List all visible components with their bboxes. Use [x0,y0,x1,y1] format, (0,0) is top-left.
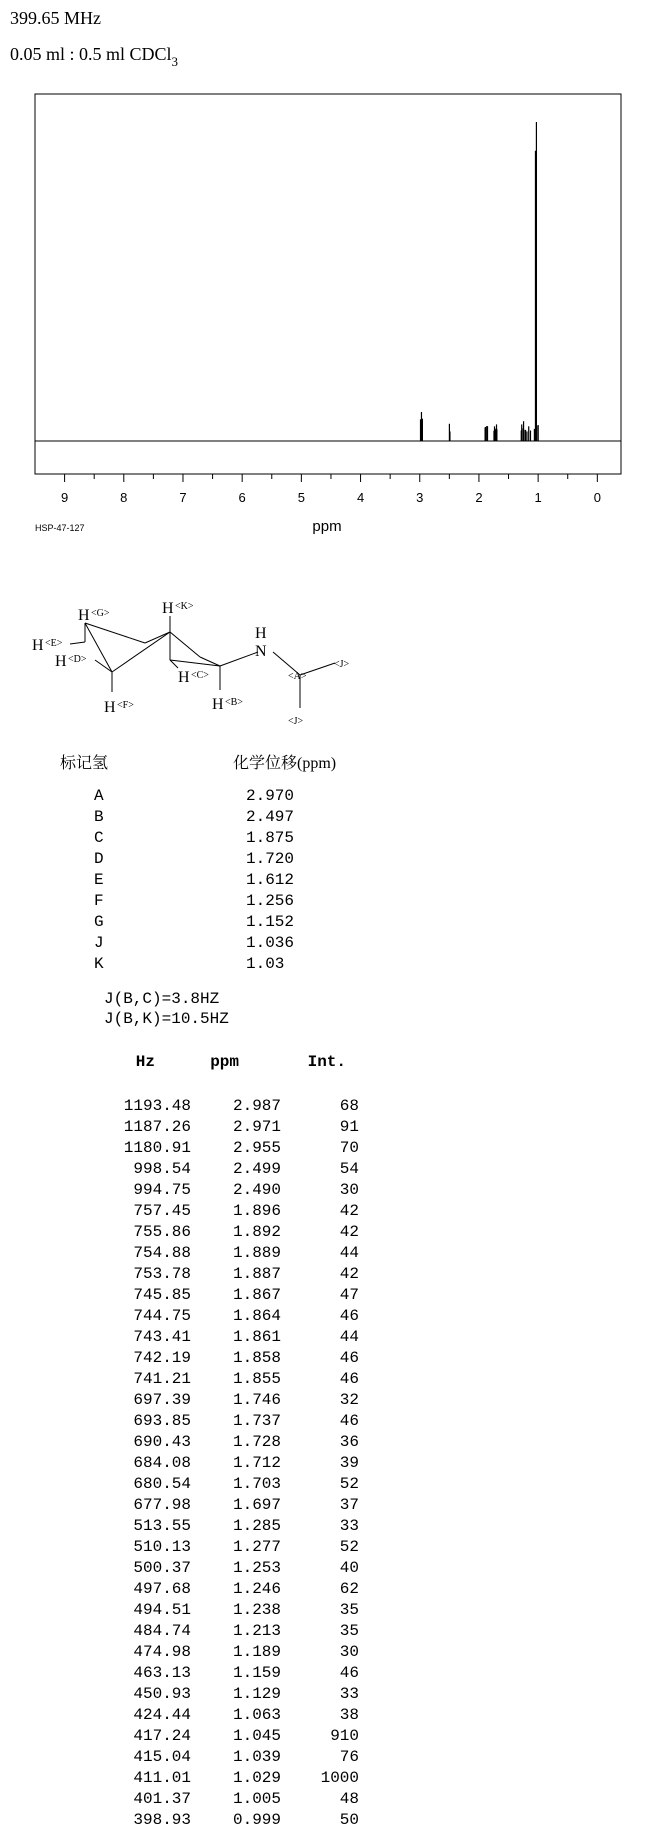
peak-hz: 690.43 [133,1433,191,1451]
peak-hz: 754.88 [133,1244,191,1262]
peak-hz: 513.55 [133,1517,191,1535]
x-tick-label: 9 [60,490,69,505]
peak-hz: 994.75 [133,1181,191,1199]
peak-row [105,1264,359,1285]
peak-hz: 741.21 [133,1370,191,1388]
peak-int: 33 [339,1685,359,1703]
assignment-label: G [94,913,104,931]
h-k: H [162,600,174,617]
peak-ppm: 2.955 [232,1139,281,1157]
peak-row [105,1117,359,1138]
plot-frame [35,94,621,474]
peak-ppm: 1.855 [232,1370,281,1388]
peak-int: 910 [330,1727,359,1745]
peak-int: 32 [339,1391,359,1409]
label-g: <G> [91,608,110,619]
h-c: H [178,669,190,686]
peak-int: 54 [339,1160,359,1178]
peak-row [105,1621,359,1642]
peak-hz: 743.41 [133,1328,191,1346]
peak-ppm: 1.728 [232,1433,281,1451]
peak-int: 38 [339,1706,359,1724]
h-e: H [32,637,44,654]
peak-ppm: 1.045 [232,1727,281,1745]
peak-row [105,1789,359,1810]
peak-row [105,1810,359,1831]
peak-row [105,1369,359,1390]
peak-hz: 474.98 [133,1643,191,1661]
peak-int: 42 [339,1265,359,1283]
peak-int: 62 [339,1580,359,1598]
peak-row [105,1243,359,1264]
peak-hz: 415.04 [133,1748,191,1766]
peak-hz: 494.51 [133,1601,191,1619]
assignment-row [94,828,294,849]
peak-int: 46 [339,1412,359,1430]
x-tick-label: 3 [416,490,424,505]
x-tick-label: 2 [475,490,483,505]
h-b: H [212,696,224,713]
assignment-row [94,912,294,933]
peak-row [105,1201,359,1222]
peak-ppm: 1.892 [232,1223,281,1241]
nmr-spectrum-chart [0,0,652,550]
assignment-label: D [94,850,104,868]
assignment-list [94,786,294,975]
peak-ppm: 2.987 [232,1097,281,1115]
peak-ppm: 1.005 [232,1790,281,1808]
peak-ppm: 0.999 [232,1811,281,1829]
coupling-1: J(B,C)=3.8HZ [104,990,220,1008]
header-ppm: ppm [210,1053,239,1071]
peak-ppm: 1.253 [232,1559,281,1577]
peak-int: 37 [339,1496,359,1514]
assignment-shift: 1.03 [246,955,285,973]
header-hz: Hz [135,1053,155,1071]
peak-hz: 680.54 [133,1475,191,1493]
peak-int: 30 [339,1181,359,1199]
peak-row [105,1768,359,1789]
peak-hz: 463.13 [133,1664,191,1682]
peak-ppm: 1.246 [232,1580,281,1598]
peak-ppm: 1.864 [232,1307,281,1325]
peak-row [105,1579,359,1600]
x-tick-label: 5 [297,490,305,505]
nitrogen: N [255,643,267,660]
assignment-row [94,849,294,870]
assignment-label: C [94,829,104,847]
assignment-shift: 1.720 [246,850,295,868]
x-axis-label: ppm [312,518,342,535]
peak-row [105,1747,359,1768]
peak-ppm: 1.867 [232,1286,281,1304]
peak-ppm: 1.238 [232,1601,281,1619]
peak-int: 52 [339,1538,359,1556]
label-j2: <J> [288,716,304,727]
peak-row [105,1285,359,1306]
peak-ppm: 1.189 [232,1643,281,1661]
peak-row [105,1642,359,1663]
peak-row [105,1348,359,1369]
peak-hz: 1187.26 [123,1118,191,1136]
peak-hz: 998.54 [133,1160,191,1178]
assignment-shift: 1.875 [246,829,295,847]
peak-ppm: 1.697 [232,1496,281,1514]
peak-hz: 500.37 [133,1559,191,1577]
peak-int: 40 [339,1559,359,1577]
peak-int: 44 [339,1244,359,1262]
peak-row [105,1327,359,1348]
peak-ppm: 1.887 [232,1265,281,1283]
h-g: H [78,607,90,624]
peak-row [105,1180,359,1201]
peak-ppm: 2.971 [232,1118,281,1136]
peak-row [105,1096,359,1117]
peak-hz: 742.19 [133,1349,191,1367]
peak-ppm: 1.712 [232,1454,281,1472]
assignment-shift: 1.256 [246,892,295,910]
peak-hz: 450.93 [133,1685,191,1703]
bonds [70,616,335,708]
peak-ppm: 2.490 [232,1181,281,1199]
peak-int: 42 [339,1202,359,1220]
assignment-shift: 2.497 [246,808,295,826]
molecule-structure [0,560,400,740]
peak-ppm: 1.861 [232,1328,281,1346]
peak-hz: 484.74 [133,1622,191,1640]
x-tick-label: 6 [238,490,246,505]
peak-hz: 753.78 [133,1265,191,1283]
peak-row [105,1516,359,1537]
solvent-text: 0.05 ml : 0.5 ml CDCl [10,44,172,64]
peak-row [105,1432,359,1453]
solvent-subscript: 3 [171,54,179,69]
assignment-row [94,891,294,912]
peak-int: 46 [339,1664,359,1682]
peak-row [105,1600,359,1621]
peak-int: 44 [339,1328,359,1346]
peak-hz: 510.13 [133,1538,191,1556]
peak-row [105,1537,359,1558]
assignment-shift: 1.152 [246,913,295,931]
peak-table-header [105,1053,346,1071]
col-label-shift: 化学位移(ppm) [233,755,337,772]
assignment-shift: 1.612 [246,871,295,889]
peak-int: 33 [339,1517,359,1535]
coupling-constants [104,989,229,1029]
peak-ppm: 1.159 [232,1664,281,1682]
peak-row [105,1390,359,1411]
peak-row [105,1453,359,1474]
peak-ppm: 1.703 [232,1475,281,1493]
peak-row [105,1138,359,1159]
x-axis-tick-labels [61,490,601,505]
peak-int: 35 [339,1601,359,1619]
h-d: H [55,653,67,670]
peak-int: 47 [339,1286,359,1304]
peak-int: 68 [339,1097,359,1115]
label-c: <C> [191,670,209,681]
peak-ppm: 1.889 [232,1244,281,1262]
peak-ppm: 2.499 [232,1160,281,1178]
assignment-label: J [94,934,104,952]
x-tick-label: 7 [179,490,187,505]
peak-row [105,1411,359,1432]
peak-row [105,1306,359,1327]
peak-int: 46 [339,1307,359,1325]
peak-hz: 1180.91 [123,1139,191,1157]
assignment-row [94,870,294,891]
peak-hz: 401.37 [133,1790,191,1808]
peak-hz: 497.68 [133,1580,191,1598]
x-tick-label: 1 [534,490,542,505]
peak-hz: 424.44 [133,1706,191,1724]
assignment-row [94,807,294,828]
peak-int: 36 [339,1433,359,1451]
peak-int: 30 [339,1643,359,1661]
label-b: <B> [225,697,243,708]
label-j1: <J> [334,659,350,670]
peak-row [105,1159,359,1180]
label-a: <A> [288,671,307,682]
peak-hz: 417.24 [133,1727,191,1745]
label-e: <E> [45,638,63,649]
assignment-row [94,933,294,954]
assignment-shift: 2.970 [246,787,295,805]
label-k: <K> [175,601,194,612]
h-f: H [104,699,116,716]
peak-int: 70 [339,1139,359,1157]
assignment-shift: 1.036 [246,934,295,952]
peak-int: 1000 [320,1769,359,1787]
peak-row [105,1474,359,1495]
spectrum-peaks [421,122,539,441]
peak-row [105,1663,359,1684]
peak-int: 76 [339,1748,359,1766]
peak-hz: 744.75 [133,1307,191,1325]
peak-int: 35 [339,1622,359,1640]
peak-row [105,1495,359,1516]
peak-int: 91 [339,1118,359,1136]
peak-row [105,1222,359,1243]
peak-ppm: 1.029 [232,1769,281,1787]
peak-hz: 398.93 [133,1811,191,1829]
assignment-label: K [94,955,104,973]
peak-int: 48 [339,1790,359,1808]
header-int: Int. [307,1053,346,1071]
peak-hz: 1193.48 [123,1097,191,1115]
peak-row [105,1558,359,1579]
assignment-row [94,786,294,807]
peak-int: 52 [339,1475,359,1493]
peak-row [105,1684,359,1705]
assignment-label: B [94,808,104,826]
peak-int: 50 [339,1811,359,1829]
peak-hz: 677.98 [133,1496,191,1514]
x-tick-label: 4 [356,490,365,505]
assignment-label: F [94,892,104,910]
label-d: <D> [68,654,87,665]
assignment-label: E [94,871,104,889]
peak-table [105,1096,359,1831]
peak-hz: 684.08 [133,1454,191,1472]
peak-ppm: 1.277 [232,1538,281,1556]
x-tick-label: 8 [120,490,128,505]
peak-hz: 745.85 [133,1286,191,1304]
assignment-row [94,954,294,975]
peak-row [105,1726,359,1747]
peak-ppm: 1.746 [232,1391,281,1409]
x-axis-ticks [65,474,598,482]
peak-int: 46 [339,1370,359,1388]
peak-hz: 411.01 [133,1769,191,1787]
peak-ppm: 1.039 [232,1748,281,1766]
peak-ppm: 1.129 [232,1685,281,1703]
col-label-hydrogen: 标记氢 [60,755,109,772]
peak-ppm: 1.858 [232,1349,281,1367]
peak-hz: 755.86 [133,1223,191,1241]
peak-int: 46 [339,1349,359,1367]
peak-int: 42 [339,1223,359,1241]
peak-hz: 697.39 [133,1391,191,1409]
assignment-label: A [94,787,104,805]
peak-ppm: 1.737 [232,1412,281,1430]
peak-int: 39 [339,1454,359,1472]
spectrum-code: HSP-47-127 [35,523,85,533]
peak-hz: 757.45 [133,1202,191,1220]
peak-ppm: 1.063 [232,1706,281,1724]
spectrometer-frequency: 399.65 MHz [10,8,101,28]
coupling-2: J(B,K)=10.5HZ [104,1010,229,1028]
nh-hydrogen: H [255,625,267,642]
peak-ppm: 1.896 [232,1202,281,1220]
label-f: <F> [117,700,134,711]
peak-row [105,1705,359,1726]
peak-hz: 693.85 [133,1412,191,1430]
peak-ppm: 1.285 [232,1517,281,1535]
x-tick-label: 0 [593,490,601,505]
peak-ppm: 1.213 [232,1622,281,1640]
